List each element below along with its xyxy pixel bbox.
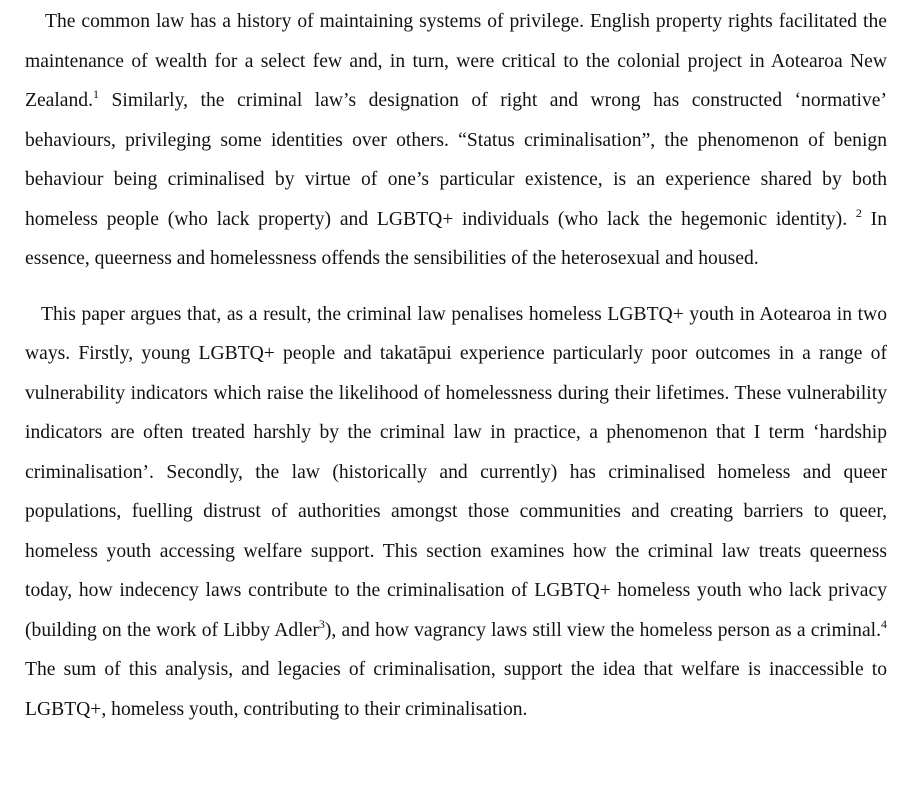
paper-body bbox=[25, 0, 887, 729]
paragraph-text: This paper argues that, as a result, the criminal law penalises homeless LGBTQ+ youth in Aotearoa in two ways. Firstly, young LGBTQ+ people and takatāpui experience particularly poor outcomes in a range of vulnerability indicators which raise the likelihood of homelessness during their lifetimes. These vulnerability indicators are often treated harshly by the criminal law in practice, a phenomenon that I term ‘hardship criminalisation’. Secondly, the law (historically and currently) has criminalised homeless and queer populations, fuelling distrust of authorities amongst those communities and creating barriers to queer, homeless youth accessing welfare support. This section examines how the criminal law treats queerness today, how indecency laws contribute to the criminalisation of LGBTQ+ homeless youth who lack privacy (building on the work of Libby Adler bbox=[25, 303, 887, 641]
footnote-marker[interactable]: 2 bbox=[855, 205, 862, 220]
paragraph-text: Similarly, the criminal law’s designation of right and wrong has constructed ‘normative’ behaviours, privileging some identities over others. “Status criminalisation”, the phenomenon of benign behaviour being criminalised by virtue of one’s particular existence, is an experience shared by both homeless people (who lack property) and LGBTQ+ individuals (who lack the hegemonic identity). bbox=[25, 90, 887, 230]
paragraph-text: In essence, queerness and homelessness offends the sensibilities of the heterosexual and housed. bbox=[25, 208, 887, 269]
paragraph-text: The sum of this analysis, and legacies of criminalisation, support the idea that welfare is inaccessible to LGBTQ+, homeless youth, contributing to their criminalisation. bbox=[25, 659, 887, 720]
paragraph-text: The common law has a history of maintaining systems of privilege. English property rights facilitated the maintenance of wealth for a select few and, in turn, were critical to the colonial project in Aotearoa New Zealand. bbox=[25, 11, 887, 111]
footnote-marker[interactable]: 4 bbox=[881, 616, 887, 631]
paragraph-intro bbox=[25, 0, 887, 279]
paragraph-text: ), and how vagrancy laws still view the homeless person as a criminal. bbox=[324, 619, 881, 641]
footnote-marker[interactable]: 3 bbox=[318, 616, 325, 631]
footnote-marker[interactable]: 1 bbox=[93, 87, 99, 101]
paragraph-argument bbox=[25, 295, 887, 730]
